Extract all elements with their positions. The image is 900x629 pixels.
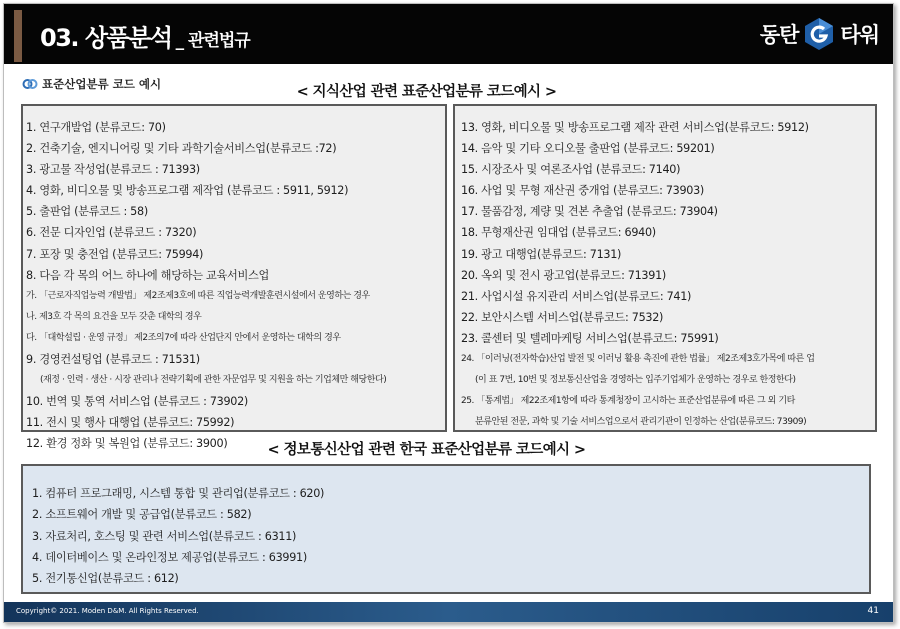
list-item: 14. 음악 및 기타 오디오물 출판업 (분류코드: 59201) [461,142,715,156]
list-item: 4. 데이터베이스 및 온라인정보 제공업(분류코드 : 63991) [32,550,307,564]
list-item: 19. 광고 대행업(분류코드: 7131) [461,247,622,261]
knowledge-code-list-right [455,106,875,433]
page-title-main: 03. 상품분석 [40,24,172,52]
page-number: 41 [867,606,879,616]
list-item: 20. 옥외 및 전시 광고업(분류코드: 71391) [461,268,666,282]
page-title [40,18,250,53]
list-item: 2. 건축기술, 엔지니어링 및 기타 과학기술서비스업(분류코드 :72) [26,142,337,156]
list-item: 분류안된 전문, 과학 및 기술 서비스업으로서 관리기관이 인정하는 산업(분류코드: 73909) [475,417,807,428]
list-item: 나. 제3호 각 목의 요건을 모두 갖춘 대학의 경우 [26,311,202,322]
copyright-text: Copyright© 2021. Moden D&M. All Rights Reserved. [16,607,199,615]
list-item: 17. 물품감정, 계량 및 견본 추출업 (분류코드: 73904) [461,205,718,219]
heading-ict-industry: < 정보통신산업 관련 한국 표준산업분류 코드예시 > [267,442,586,458]
list-item: 3. 자료처리, 호스팅 및 관련 서비스업(분류코드 : 6311) [32,529,297,543]
list-item: 18. 무형재산권 임대업 (분류코드: 6940) [461,226,656,240]
list-item: (재정 · 인력 · 생산 · 시장 관리나 전략기획에 관한 자문업무 및 지원을 하는 기업체만 해당한다) [40,375,387,386]
ict-code-box [21,464,871,594]
list-item: 12. 환경 정화 및 복원업 (분류코드: 3900) [26,437,228,451]
list-item: 4. 영화, 비디오물 및 방송프로그램 제작업 (분류코드 : 5911, 5912) [26,184,349,198]
list-item: 8. 다음 각 목의 어느 하나에 해당하는 교육서비스업 [26,268,270,282]
list-item: 6. 전문 디자인업 (분류코드 : 7320) [26,226,197,240]
slide [3,3,894,623]
list-item: 3. 광고물 작성업(분류코드 : 71393) [26,163,200,177]
list-item: 2. 소프트웨어 개발 및 공급업(분류코드 : 582) [32,508,252,522]
knowledge-code-list-left [23,106,445,455]
list-item: 16. 사업 및 무형 재산권 중개업 (분류코드: 73903) [461,184,704,198]
brand-logo [760,14,879,54]
list-item: 5. 출판업 (분류코드 : 58) [26,205,148,219]
list-item: 다. 「대학설립 · 운영 규정」 제2조의7에 따라 산업단지 안에서 운영하는 대학의 경우 [26,332,341,343]
section-label-text: 표준산업분류 코드 예시 [42,77,162,91]
page-subtitle: _ 관련법규 [175,31,250,51]
ict-code-list [23,466,869,589]
list-item: 10. 번역 및 통역 서비스업 (분류코드 : 73902) [26,395,248,409]
knowledge-code-box-left [21,104,447,451]
list-item: 9. 경영컨설팅업 (분류코드 : 71531) [26,353,200,367]
list-item: 22. 보안시스템 서비스업(분류코드: 7532) [461,310,664,324]
list-item: 1. 연구개발업 (분류코드: 70) [26,121,166,134]
header-accent [14,10,22,62]
list-item: 7. 포장 및 충전업 (분류코드: 75994) [26,247,204,261]
list-item: 13. 영화, 비디오물 및 방송프로그램 제작 관련 서비스업(분류코드: 5912) [461,121,809,134]
list-item: 가. 「근로자직업능력 개발법」 제2조제3호에 따른 직업능력개발훈련시설에서 운영하는 경우 [26,290,370,301]
brand-text-left: 동탄 [759,23,799,47]
list-item: 24. 「이러닝(전자학습)산업 발전 및 이러닝 활용 촉진에 관한 법률」 제2조제3호가목에 따른 업 [461,354,815,365]
list-item: 23. 콜센터 및 텔레마케팅 서비스업(분류코드: 75991) [461,331,719,345]
footer-bar [4,602,893,622]
heading-knowledge-industry: < 지식산업 관련 표준산업분류 코드예시 > [296,84,557,100]
list-item: 5. 전기통신업(분류코드 : 612) [32,572,179,586]
brand-text-right: 타워 [840,23,879,47]
list-item: 25. 「통계법」 제22조제1항에 따라 통계청장이 고시하는 표준산업분류에 따른 그 외 기타 [461,396,795,407]
list-item: 21. 사업시설 유지관리 서비스업(분류코드: 741) [461,289,692,303]
list-item: 15. 시장조사 및 여론조사업 (분류코드: 7140) [461,163,681,177]
list-item: (이 표 7번, 10번 및 정보통신산업을 경영하는 입주기업체가 운영하는 경우로 한정한다) [475,375,796,386]
list-item: 1. 컴퓨터 프로그래밍, 시스템 통합 및 관리업(분류코드 : 620) [32,487,325,500]
g-logo-icon [804,17,834,51]
knowledge-code-box-right [453,104,877,432]
list-item: 11. 전시 및 행사 대행업 (분류코드: 75992) [26,416,235,430]
header-bar [4,4,893,64]
